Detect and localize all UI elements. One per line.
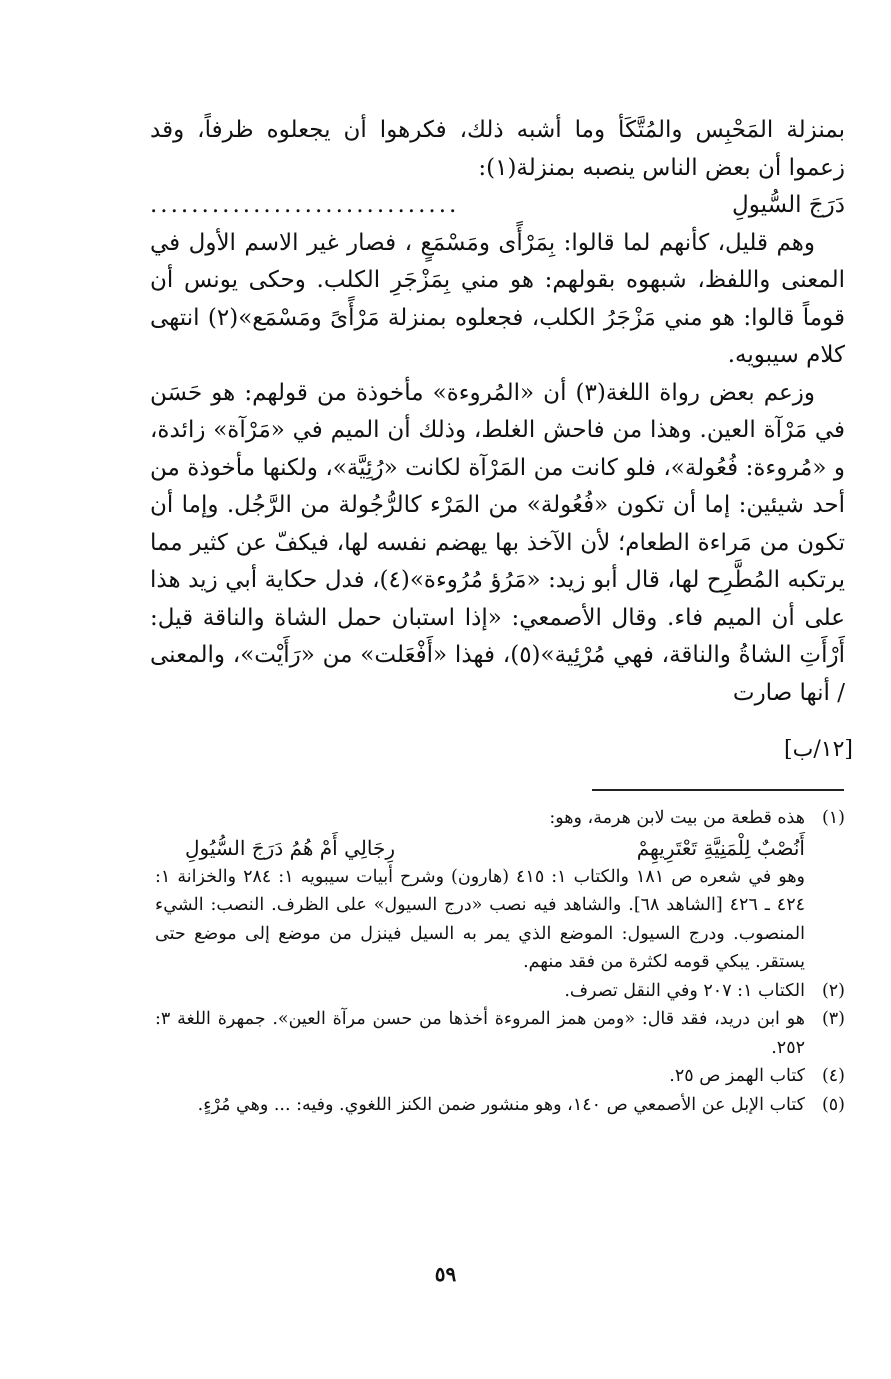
footnote-number: (٢) — [821, 980, 845, 1001]
footnote-text: هو ابن دريد، فقد قال: «ومن همز المروءة أخذها من حسن مرآة العين». جمهرة اللغة ٣: ٢٥٢. — [155, 1009, 805, 1058]
footnote-text: وهو في شعره ص ١٨١ والكتاب ١: ٤١٥ (هارون) وشرح أبيات سيبويه ١: ٢٨٤ والخزانة ١: ٤٢٤ ـ ٤٢٦ [الشاهد ٦٨]. والشاهد فيه نصب «درج السيول» على الظرف. النصب: الشيء المنصوب. ودرج السيول: الموضع الذي يمر به السيل فينزل من موضع إلى موضع حتى يستقر. يبكي قومه لكثرة من فقد منهم. — [155, 866, 806, 972]
verse-ellipsis: .............................. — [150, 192, 460, 218]
verse-hemistich-second: رِجَالِي أَمْ هُمُ دَرَجَ السُّيُولِ — [185, 835, 395, 860]
verse-hemistich-first: أَنُصْبٌ لِلْمَنِيَّةِ تَعْتَرِيهِمْ — [636, 835, 805, 860]
paragraph-2: وهم قليل، كأنهم لما قالوا: بِمَرْأًى ومَسْمَعٍ ، فصار غير الاسم الأول في المعنى واللفظ، شبهوه بقولهم: هو مني بِمَزْجَرِ الكلب. وحكى يونس أن قوماً قالوا: هو مني مَزْجَرُ الكلب، فجعلوه بمنزلة مَرْأًىً ومَسْمَع»(٢) انتهى كلام سيبويه. — [150, 229, 845, 368]
footnotes — [155, 804, 845, 1119]
paragraph-1: بمنزلة المَحْبِس والمُتَّكَأ وما أشبه ذلك، فكرهوا أن يجعلوه ظرفاً، وقد زعموا أن بعض الناس ينصبه بمنزلة(١): — [150, 117, 845, 181]
footnote-intro: هذه قطعة من بيت لابن هرمة، وهو: — [549, 808, 805, 828]
footnote-text: كتاب الإبل عن الأصمعي ص ١٤٠، وهو منشور ضمن الكنز اللغوي. وفيه: ... وهي مُرْءٍ. — [197, 1094, 805, 1115]
folio-marker: [١٢/ب] — [784, 737, 853, 762]
footnote-verse — [155, 833, 805, 863]
footnote-number: (٥) — [821, 1094, 845, 1115]
main-text — [150, 112, 845, 712]
footnote-number: (١) — [821, 808, 845, 828]
footnote-separator — [592, 789, 844, 791]
verse-quote: دَرَجَ السُّيولِ — [732, 192, 845, 218]
footnote-number: (٣) — [821, 1009, 845, 1029]
footnote-number: (٤) — [821, 1066, 845, 1086]
verse-fragment — [150, 187, 845, 225]
footnote-1 — [155, 804, 845, 977]
footnote-4 — [155, 1062, 845, 1091]
footnote-text: الكتاب ١: ٢٠٧ وفي النقل تصرف. — [564, 980, 805, 1001]
footnote-2 — [155, 977, 845, 1006]
paragraph-3: وزعم بعض رواة اللغة(٣) أن «المُروءة» مأخوذة من قولهم: هو حَسَن في مَرْآة العين. وهذا من فاحش الغلط، وذلك أن الميم في «مَرْآة» زائدة، و «مُروءة: فُعُولة»، فلو كانت من المَرْآة لكانت «رُئِيَّة»، ولكنها مأخوذة من أحد شيئين: إما أن تكون «فُعُولة» من المَرْء كالرُّجُولة من الرَّجُل. وإما أن تكون من مَراءة الطعام؛ لأن الآخذ بها يهضم نفسه لها، فيكفّ عن كثير مما يرتكبه المُطَّرِح لها، قال أبو زيد: «مَرُؤ مُرُوءة»(٤)، فدل حكاية أبي زيد هذا على أن الميم فاء. وقال الأصمعي: «إذا استبان حمل الشاة والناقة قيل: أَرْأَتِ الشاةُ والناقة، فهي مُرْئِية»(٥)، فهذا «أَفْعَلت» من «رَأَيْت»، والمعنى / أنها صارت — [150, 379, 846, 706]
footnote-text: كتاب الهمز ص ٢٥. — [669, 1066, 805, 1086]
footnote-3 — [155, 1005, 845, 1062]
footnote-5 — [155, 1091, 845, 1120]
page-number: ٥٩ — [434, 1262, 457, 1286]
